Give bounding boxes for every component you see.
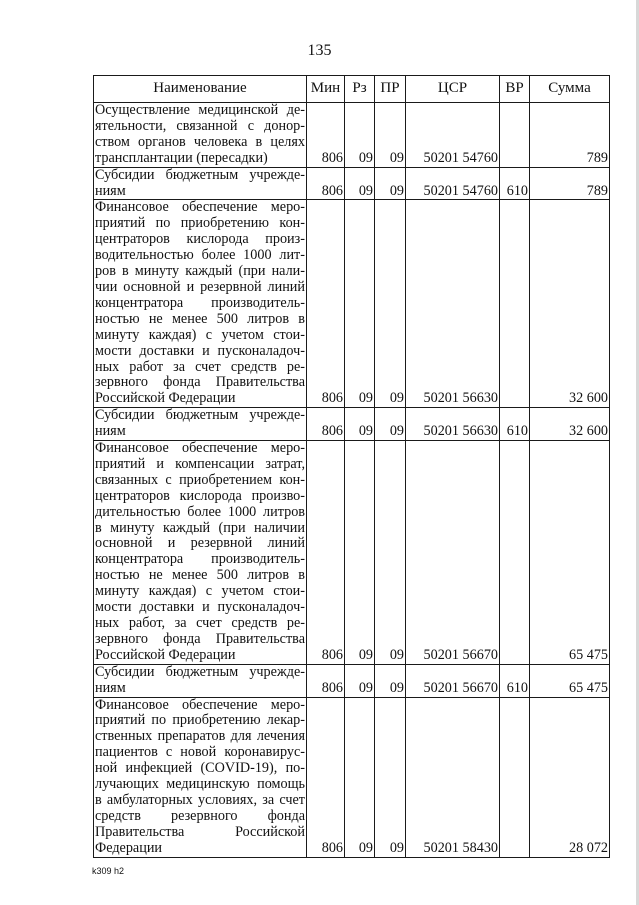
row-csr: 50201 56630 — [406, 200, 500, 408]
row-vr — [500, 103, 530, 168]
row-vr — [500, 441, 530, 665]
row-rz: 09 — [345, 664, 375, 697]
row-csr: 50201 58430 — [406, 697, 500, 857]
row-pr: 09 — [375, 408, 406, 441]
row-pr: 09 — [375, 103, 406, 168]
row-rz: 09 — [345, 103, 375, 168]
table-row — [94, 103, 610, 168]
row-csr: 50201 54760 — [406, 103, 500, 168]
row-min: 806 — [307, 103, 345, 168]
row-name: Осуществление медицинской деятельности, связанной с донорством органов человека в целях трансплантации (пересадки) — [95, 102, 305, 166]
table-row — [94, 441, 610, 665]
header-sum: Сумма — [530, 76, 610, 103]
row-pr: 09 — [375, 200, 406, 408]
row-name: Финансовое обеспечение мероприятий по приобретению концентраторов кислорода производительностью более 1000 литров в минуту каждый (при наличии основной и резервной линий концентратора производительностью не менее 500 литров в минуту каждая) с учетом стоимости доставки и пусконаладочных работ за счет средств резервного фонда Правительства Российской Федерации — [95, 199, 305, 407]
table-row — [94, 697, 610, 857]
row-pr: 09 — [375, 441, 406, 665]
row-pr: 09 — [375, 697, 406, 857]
row-sum: 65 475 — [530, 441, 610, 665]
row-vr — [500, 697, 530, 857]
budget-table — [93, 75, 610, 858]
row-csr: 50201 56630 — [406, 408, 500, 441]
row-name: Финансовое обеспечение мероприятий по приобретению лекарственных препаратов для лечения пациентов с новой коронавирусной инфекцией (COVID-19), получающих медицинскую помощь в амбулаторных условиях, за счет средств резервного фонда Правительства Российской Федерации — [95, 696, 305, 856]
row-csr: 50201 54760 — [406, 167, 500, 200]
row-vr: 610 — [500, 408, 530, 441]
row-min: 806 — [307, 200, 345, 408]
row-sum: 32 600 — [530, 408, 610, 441]
row-min: 806 — [307, 697, 345, 857]
row-name: Финансовое обеспечение мероприятий и компенсации затрат, связанных с приобретением концентраторов кислорода производительностью более 1000 литров в минуту каждый (при наличии основной и резервной линий концентратора производительностью не менее 500 литров в минуту каждая) с учетом стоимости доставки и пусконаладочных работ, за счет средств резервного фонда Правительства Российской Федерации — [95, 440, 305, 663]
row-csr: 50201 56670 — [406, 664, 500, 697]
table-header-row — [94, 76, 610, 103]
row-sum: 65 475 — [530, 664, 610, 697]
row-min: 806 — [307, 408, 345, 441]
row-pr: 09 — [375, 664, 406, 697]
row-csr: 50201 56670 — [406, 441, 500, 665]
table-row — [94, 167, 610, 200]
header-name: Наименование — [94, 76, 307, 103]
header-rz: Рз — [345, 76, 375, 103]
row-rz: 09 — [345, 441, 375, 665]
row-sum: 789 — [530, 103, 610, 168]
row-vr: 610 — [500, 664, 530, 697]
row-min: 806 — [307, 167, 345, 200]
header-pr: ПР — [375, 76, 406, 103]
row-pr: 09 — [375, 167, 406, 200]
footer-code: k309 h2 — [92, 866, 125, 876]
row-rz: 09 — [345, 200, 375, 408]
header-min: Мин — [307, 76, 345, 103]
table-row — [94, 408, 610, 441]
row-name: Субсидии бюджетным учреждениям — [95, 663, 305, 696]
row-min: 806 — [307, 664, 345, 697]
page-number: 135 — [307, 42, 332, 59]
row-rz: 09 — [345, 697, 375, 857]
table-row — [94, 200, 610, 408]
header-vr: ВР — [500, 76, 530, 103]
row-min: 806 — [307, 441, 345, 665]
row-sum: 32 600 — [530, 200, 610, 408]
table-row — [94, 664, 610, 697]
row-vr — [500, 200, 530, 408]
row-name: Субсидии бюджетным учреждениям — [95, 407, 305, 440]
row-rz: 09 — [345, 408, 375, 441]
row-rz: 09 — [345, 167, 375, 200]
row-sum: 789 — [530, 167, 610, 200]
row-name: Субсидии бюджетным учреждениям — [95, 166, 305, 199]
row-vr: 610 — [500, 167, 530, 200]
row-sum: 28 072 — [530, 697, 610, 857]
header-csr: ЦСР — [406, 76, 500, 103]
